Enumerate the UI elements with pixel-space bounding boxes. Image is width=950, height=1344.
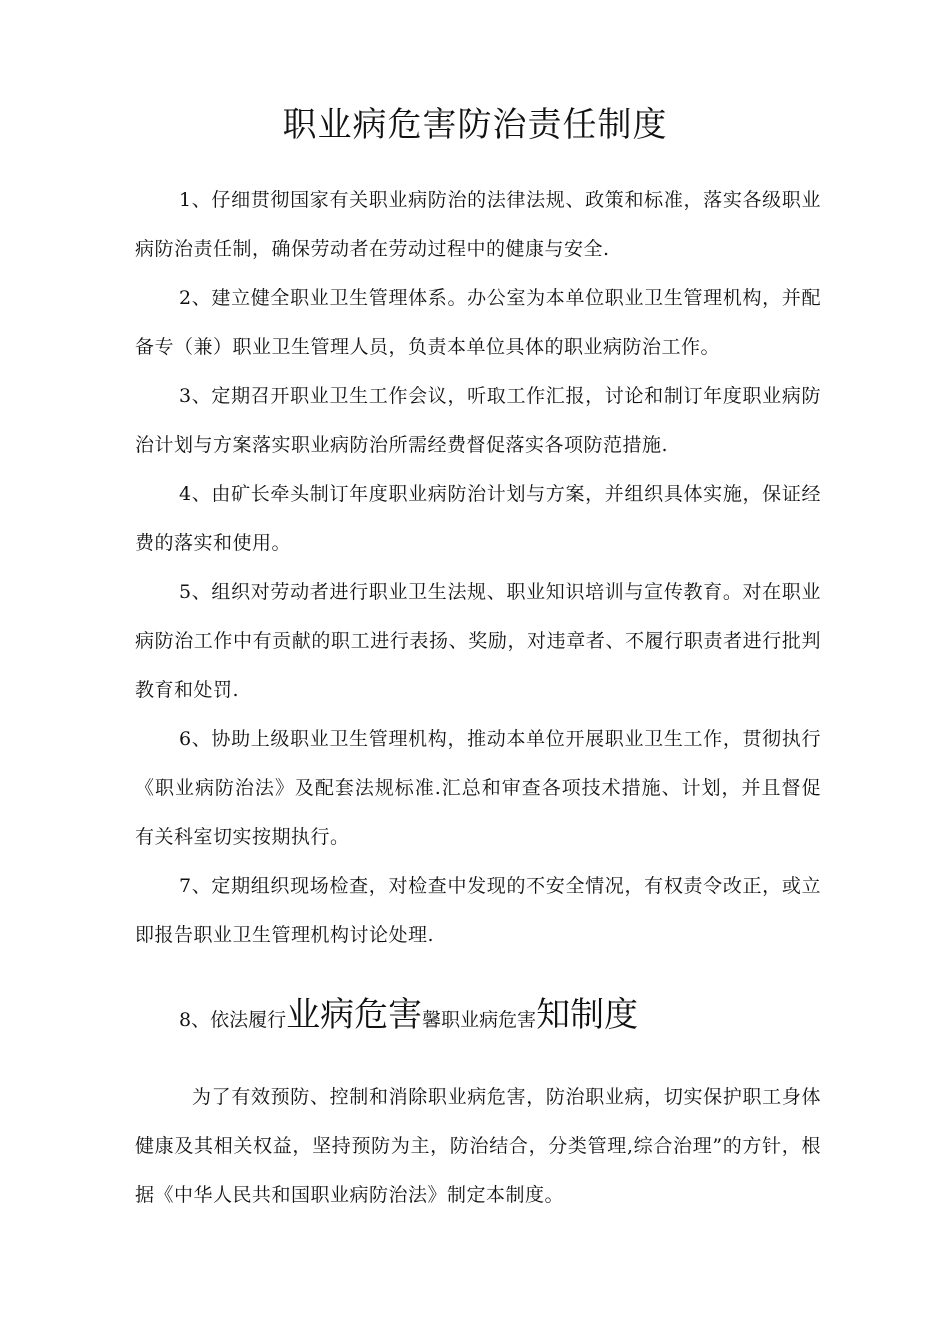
clause-3: 3、定期召开职业卫生工作会议，听取工作汇报，讨论和制订年度职业病防治计划与方案落实职业病防治所需经费督促落实各项防范措施.: [135, 385, 821, 456]
clause-4: 4、由矿长牵头制订年度职业病防治计划与方案，并组织具体实施，保证经费的落实和使用。: [135, 483, 821, 554]
clause-2: 2、建立健全职业卫生管理体系。办公室为本单位职业卫生管理机构，并配备专（兼）职业卫生管理人员，负责本单位具体的职业病防治工作。: [135, 287, 821, 358]
clause-1: 1、仔细贯彻国家有关职业病防治的法律法规、政策和标准，落实各级职业病防治责任制，确保劳动者在劳动过程中的健康与安全.: [135, 189, 821, 260]
clause-5: 5、组织对劳动者进行职业卫生法规、职业知识培训与宣传教育。对在职业病防治工作中有贡献的职工进行表扬、奖励，对违章者、不履行职责者进行批判教育和处罚.: [135, 581, 821, 701]
document-title: 职业病危害防治责任制度: [282, 105, 668, 145]
clause-8-part-1: 8、依法履行: [179, 1009, 287, 1031]
clause-7: 7、定期组织现场检查，对检查中发现的不安全情况，有权责令改正，或立即报告职业卫生管理机构讨论处理.: [135, 875, 821, 946]
clause-6: 6、协助上级职业卫生管理机构，推动本单位开展职业卫生工作，贯彻执行《职业病防治法》及配套法规标准.汇总和审查各项技术措施、计划，并且督促有关科室切实按期执行。: [135, 728, 821, 848]
clause-8-part-2: 业病危害: [286, 995, 423, 1035]
clause-8-part-3: 馨职业病危害: [422, 1009, 537, 1031]
intro-paragraph: 为了有效预防、控制和消除职业病危害，防治职业病，切实保护职工身体健康及其相关权益，坚持预防为主，防治结合，分类管理,综合治理”的方针，根据《中华人民共和国职业病防治法》制定本制度。: [135, 1086, 821, 1206]
clause-8-part-4: 知制度: [536, 995, 639, 1035]
clause-8-heading: [135, 990, 865, 1046]
